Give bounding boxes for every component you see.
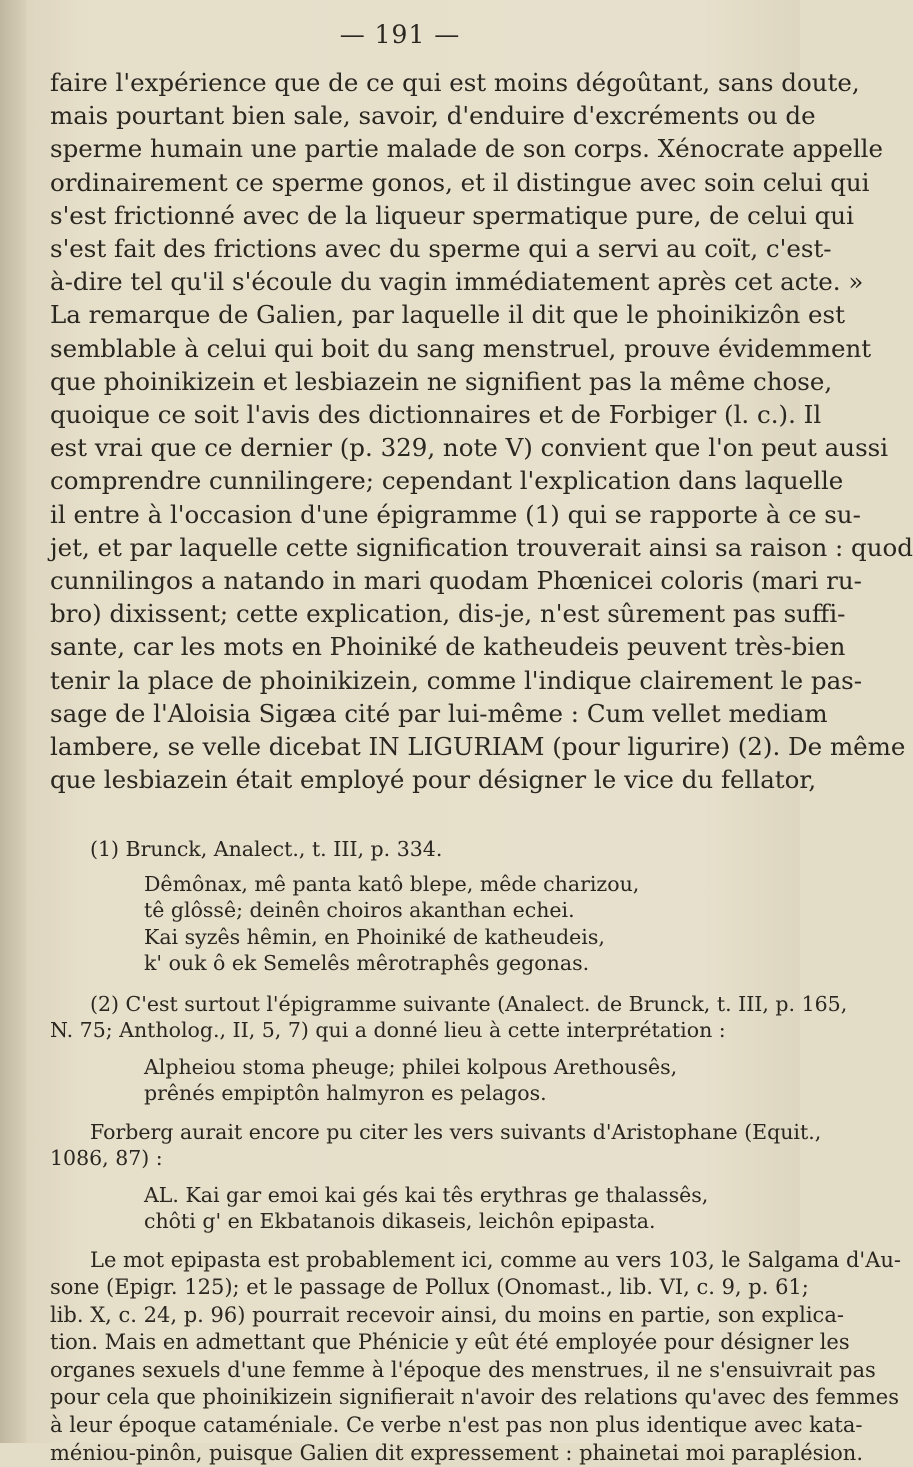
text-line: lambere, se velle dicebat IN LIGURIAM (pour ligurire) (2). De même <box>50 732 906 762</box>
footnote-2-line: N. 75; Antholog., II, 5, 7) qui a donné lieu à cette interprétation : <box>50 1018 726 1042</box>
verse-line: tê glôssê; deinên choiros akanthan echei. <box>144 898 575 922</box>
footnotes <box>50 836 901 1467</box>
text-line: sage de l'Aloisia Sigæa cité par lui-même : Cum vellet mediam <box>50 698 828 728</box>
verse-line: k' ouk ô ek Semelês mêrotraphês gegonas. <box>144 951 590 975</box>
page-edge <box>0 0 26 1443</box>
verse-line: Kai syzês hêmin, en Phoiniké de katheudeis, <box>144 924 605 949</box>
text-line: mais pourtant bien sale, savoir, d'enduire d'excréments ou de <box>50 101 816 131</box>
footnote-2-line: organes sexuels d'une femme à l'époque des menstrues, il ne s'ensuivrait pas <box>50 1357 876 1382</box>
text-line: s'est fait des frictions avec du sperme qui a servi au coït, c'est- <box>50 234 832 264</box>
footnote-2-line: tion. Mais en admettant que Phénicie y eût été employée pour désigner les <box>50 1330 850 1355</box>
footnote-2-line: à leur époque cataméniale. Ce verbe n'est pas non plus identique avec kata- <box>50 1413 863 1438</box>
text-line: sante, car les mots en Phoiniké de katheudeis peuvent très-bien <box>50 632 846 662</box>
footnote-2-line: Forberg aurait encore pu citer les vers suivants d'Aristophane (Equit., <box>90 1119 822 1144</box>
footnote-2-line: sone (Epigr. 125); et le passage de Pollux (Onomast., lib. VI, c. 9, p. 61; <box>50 1275 809 1300</box>
text-line: il entre à l'occasion d'une épigramme (1) qui se rapporte à ce su- <box>50 499 861 529</box>
text-line: que phoinikizein et lesbiazein ne signifient pas la même chose, <box>50 366 833 396</box>
text-line: bro) dixissent; cette explication, dis-je, n'est sûrement pas suffi- <box>50 599 846 629</box>
text-line: comprendre cunnilingere; cependant l'explication dans laquelle <box>50 466 844 496</box>
text-line: La remarque de Galien, par laquelle il dit que le phoinikizôn est <box>50 300 845 330</box>
footnote-2-line: Le mot epipasta est probablement ici, comme au vers 103, le Salgama d'Au- <box>90 1247 901 1272</box>
footnote-2-line: 1086, 87) : <box>50 1146 163 1170</box>
verse-line: AL. Kai gar emoi kai gés kai tês erythras ge thalassês, <box>144 1182 709 1207</box>
footnote-2-line: pour cela que phoinikizein signifierait n'avoir des relations qu'avec des femmes <box>50 1385 900 1410</box>
text-line: jet, et par laquelle cette signification trouverait ainsi sa raison : quod <box>50 532 913 562</box>
footnote-1-head: (1) Brunck, Analect., t. III, p. 334. <box>90 837 443 861</box>
verse-line: Alpheiou stoma pheuge; philei kolpous Arethousês, <box>144 1054 678 1079</box>
text-line: semblable à celui qui boit du sang menstruel, prouve évidemment <box>50 333 872 363</box>
text-line: que lesbiazein était employé pour désigner le vice du fellator, <box>50 765 817 795</box>
text-line: cunnilingos a natando in mari quodam Phœnicei coloris (mari ru- <box>50 566 862 596</box>
text-line: à-dire tel qu'il s'écoule du vagin immédiatement après cet acte. » <box>50 267 864 297</box>
footnote-2-line: méniou-pinôn, puisque Galien dit expressement : phainetai moi paraplésion. <box>50 1440 864 1465</box>
main-text <box>50 66 913 796</box>
verse-line: chôti g' en Ekbatanois dikaseis, leichôn epipasta. <box>144 1209 656 1233</box>
text-line: sperme humain une partie malade de son corps. Xénocrate appelle <box>50 134 884 164</box>
text-line: tenir la place de phoinikizein, comme l'indique clairement le pas- <box>50 665 863 695</box>
text-line: est vrai que ce dernier (p. 329, note V) convient que l'on peut aussi <box>50 433 889 463</box>
page-number: — 191 — <box>339 20 461 49</box>
footnote-2-line: lib. X, c. 24, p. 96) pourrait recevoir ainsi, du moins en partie, son explica- <box>50 1302 844 1327</box>
text-line: s'est frictionné avec de la liqueur spermatique pure, de celui qui <box>50 200 854 230</box>
verse-line: prênés empiptôn halmyron es pelagos. <box>144 1081 547 1105</box>
main-paragraph <box>50 66 913 796</box>
text-line: ordinairement ce sperme gonos, et il distingue avec soin celui qui <box>50 167 870 197</box>
text-line: faire l'expérience que de ce qui est moins dégoûtant, sans doute, <box>50 68 860 97</box>
verse-line: Dêmônax, mê panta katô blepe, mêde charizou, <box>144 871 640 896</box>
text-line: quoique ce soit l'avis des dictionnaires et de Forbiger (l. c.). Il <box>50 400 822 430</box>
footnote-2-head: (2) C'est surtout l'épigramme suivante (Analect. de Brunck, t. III, p. 165, <box>90 991 848 1016</box>
